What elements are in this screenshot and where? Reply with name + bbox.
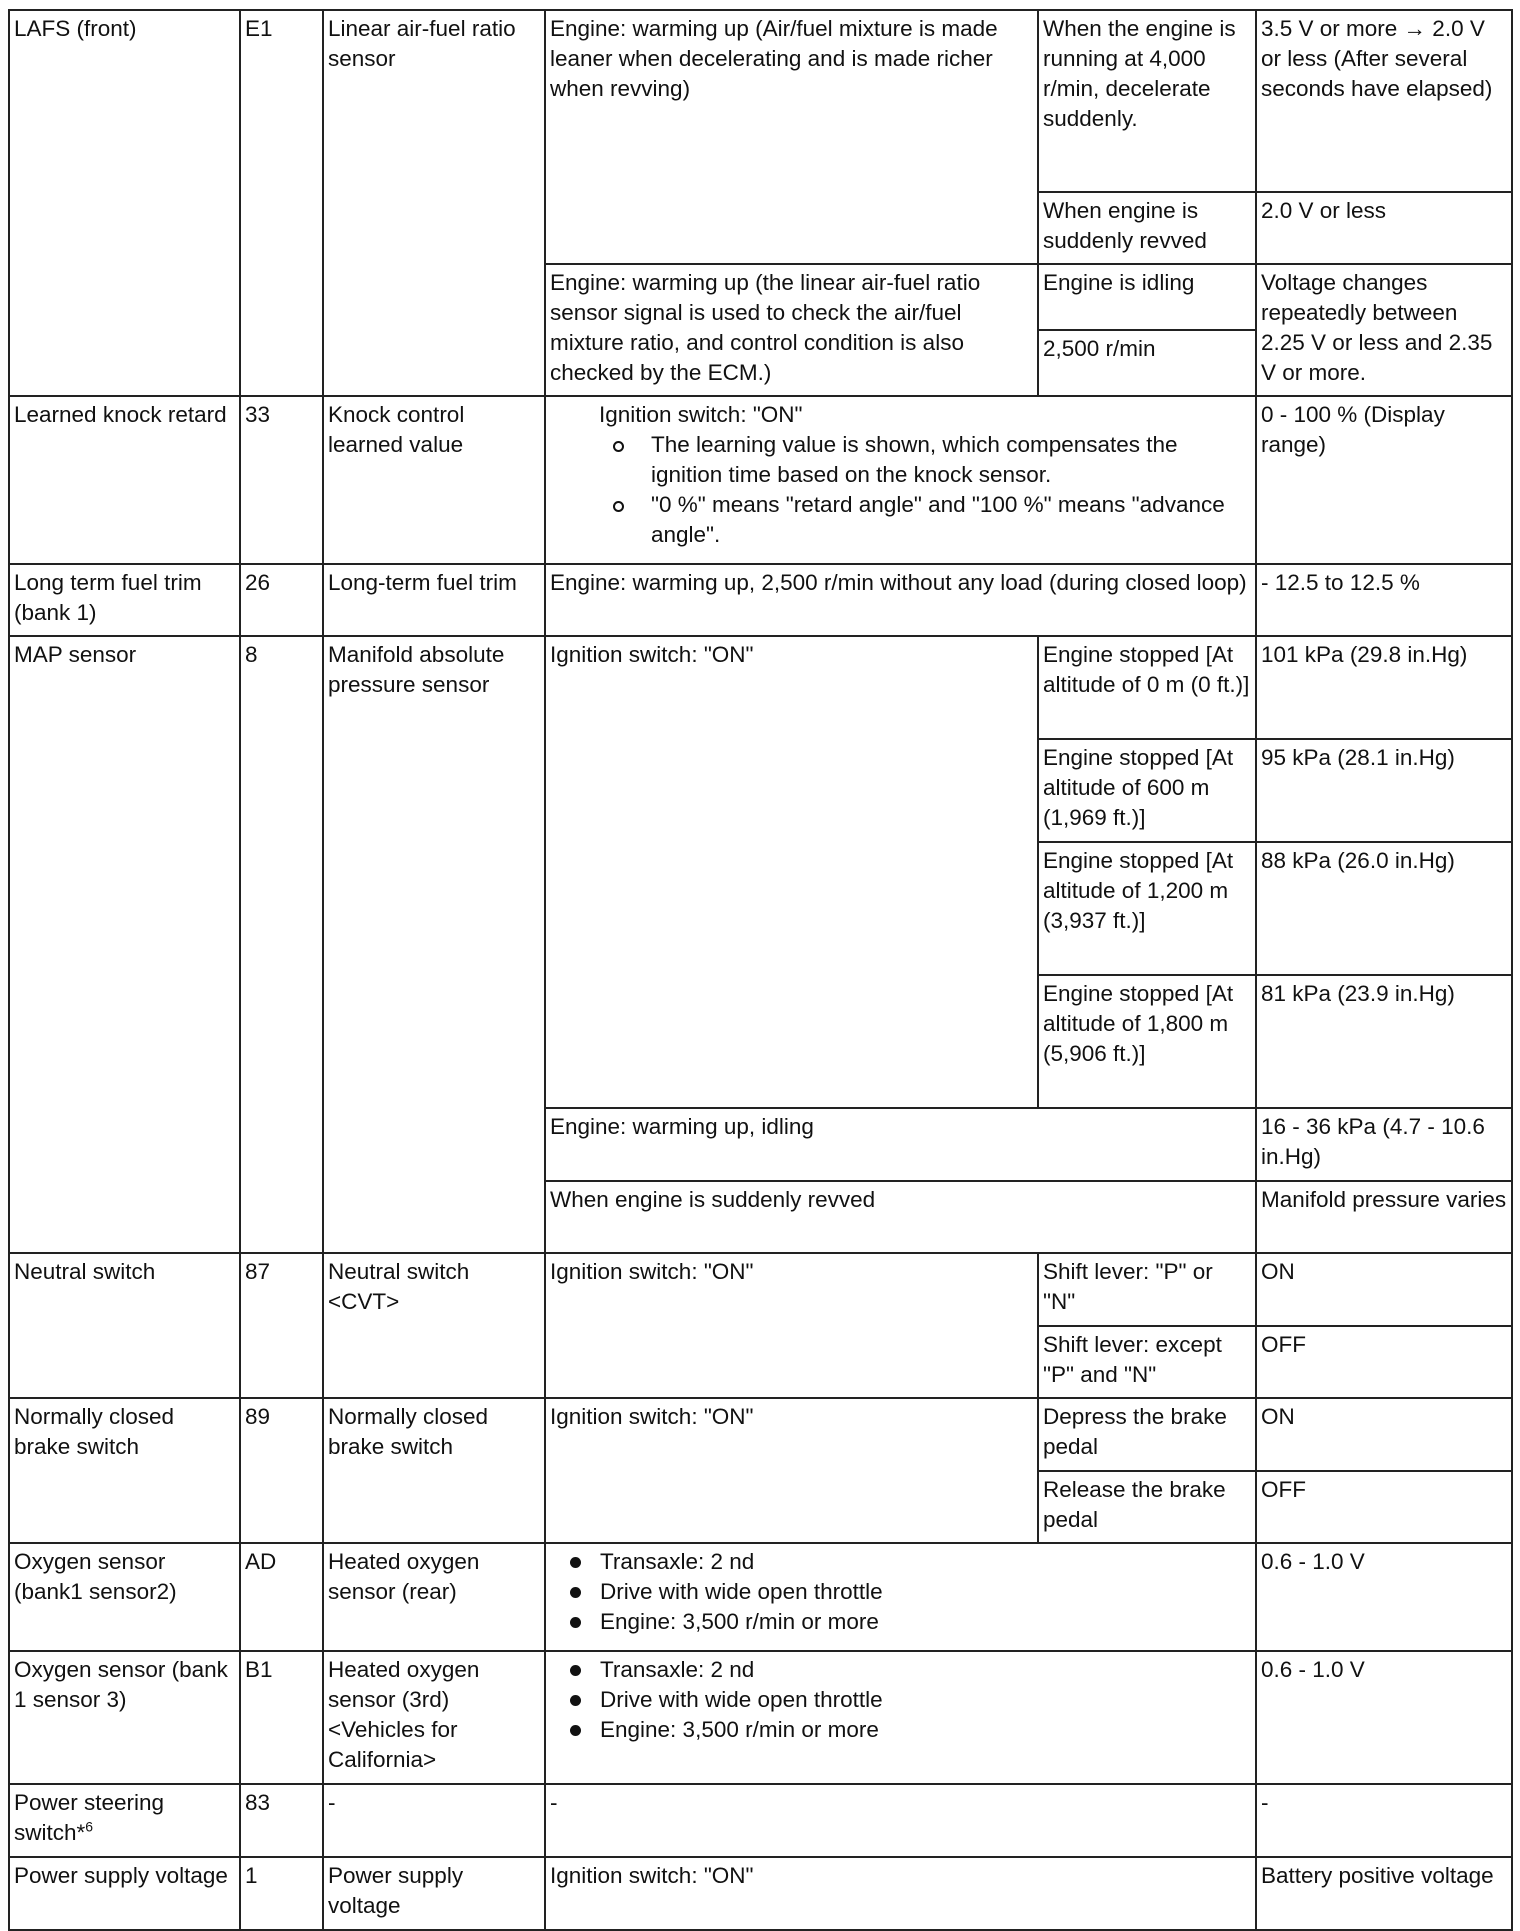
table-row	[9, 636, 1512, 739]
item-number-cell: 87	[240, 1253, 323, 1398]
normal-value-cell: 81 kPa (23.9 in.Hg)	[1256, 975, 1512, 1108]
condition-cell: Engine: warming up (Air/fuel mixture is made leaner when decelerating and is made richer when revving)	[545, 10, 1038, 264]
item-cell: Neutral switch	[9, 1253, 240, 1398]
normal-value-cell: 3.5 V or more → 2.0 V or less (After several seconds have elapsed)	[1256, 10, 1512, 192]
sub-condition-cell: Depress the brake pedal	[1038, 1398, 1256, 1471]
normal-value-cell: Battery positive voltage	[1256, 1857, 1512, 1930]
normal-value-cell: 0 - 100 % (Display range)	[1256, 396, 1512, 564]
normal-value-cell: OFF	[1256, 1471, 1512, 1543]
item-number-cell: B1	[240, 1651, 323, 1784]
condition-cell: Engine: warming up (the linear air-fuel ratio sensor signal is used to check the air/fuel mixture ratio, and control condition is also checked by the ECM.)	[545, 264, 1038, 396]
sub-condition-cell: 2,500 r/min	[1038, 330, 1256, 396]
check-item-cell: Heated oxygen sensor (3rd) <Vehicles for California>	[323, 1651, 545, 1784]
bullet-list	[550, 1547, 1251, 1637]
note-list	[601, 430, 1251, 550]
table-row	[9, 1651, 1512, 1784]
list-item: Engine: 3,500 r/min or more	[550, 1715, 1251, 1745]
diagnostic-data-table	[8, 9, 1513, 1931]
table-row	[9, 564, 1512, 636]
normal-value-cell: -	[1256, 1784, 1512, 1857]
table-row	[9, 396, 1512, 564]
sub-condition-cell: Shift lever: except "P" and "N"	[1038, 1326, 1256, 1398]
item-number-cell: 83	[240, 1784, 323, 1857]
condition-cell: Engine: warming up, idling	[545, 1108, 1256, 1181]
condition-cell: Ignition switch: "ON"	[545, 1253, 1038, 1398]
condition-cell: -	[545, 1784, 1256, 1857]
normal-value-cell: Voltage changes repeatedly between 2.25 V or less and 2.35 V or more.	[1256, 264, 1512, 396]
condition-cell: Ignition switch: "ON"	[545, 636, 1038, 1108]
item-cell: LAFS (front)	[9, 10, 240, 396]
normal-value-cell: - 12.5 to 12.5 %	[1256, 564, 1512, 636]
sub-condition-cell: Release the brake pedal	[1038, 1471, 1256, 1543]
condition-cell	[545, 396, 1256, 564]
normal-value-cell: ON	[1256, 1398, 1512, 1471]
sub-condition-cell: Engine stopped [At altitude of 1,200 m (3,937 ft.)]	[1038, 842, 1256, 975]
item-cell	[9, 1784, 240, 1857]
condition-cell: Ignition switch: "ON"	[545, 1398, 1038, 1543]
normal-value-cell: 88 kPa (26.0 in.Hg)	[1256, 842, 1512, 975]
item-number-cell: 1	[240, 1857, 323, 1930]
list-item: Transaxle: 2 nd	[550, 1655, 1251, 1685]
normal-value-cell: 16 - 36 kPa (4.7 - 10.6 in.Hg)	[1256, 1108, 1512, 1181]
list-item: Drive with wide open throttle	[550, 1577, 1251, 1607]
item-cell: Normally closed brake switch	[9, 1398, 240, 1543]
item-number-cell: 33	[240, 396, 323, 564]
item-cell: Long term fuel trim (bank 1)	[9, 564, 240, 636]
table-row	[9, 1398, 1512, 1471]
bullet-list	[550, 1655, 1251, 1745]
condition-cell	[545, 1651, 1256, 1784]
check-item-cell: Normally closed brake switch	[323, 1398, 545, 1543]
sub-condition-cell: Engine stopped [At altitude of 600 m (1,969 ft.)]	[1038, 739, 1256, 842]
item-cell: MAP sensor	[9, 636, 240, 1253]
check-item-cell: Heated oxygen sensor (rear)	[323, 1543, 545, 1651]
normal-value-cell: 101 kPa (29.8 in.Hg)	[1256, 636, 1512, 739]
sub-condition-cell: Engine is idling	[1038, 264, 1256, 330]
normal-value-cell: Manifold pressure varies	[1256, 1181, 1512, 1253]
item-number-cell: 26	[240, 564, 323, 636]
normal-value-cell: OFF	[1256, 1326, 1512, 1398]
check-item-cell: Power supply voltage	[323, 1857, 545, 1930]
condition-cell	[545, 1543, 1256, 1651]
item-number-cell: 8	[240, 636, 323, 1253]
item-text: Power steering switch*	[14, 1790, 165, 1845]
table-row	[9, 1857, 1512, 1930]
item-cell: Learned knock retard	[9, 396, 240, 564]
table-row	[9, 1543, 1512, 1651]
check-item-cell: Long-term fuel trim	[323, 564, 545, 636]
item-number-cell: AD	[240, 1543, 323, 1651]
sub-condition-cell: Engine stopped [At altitude of 0 m (0 ft.)]	[1038, 636, 1256, 739]
list-item: Transaxle: 2 nd	[550, 1547, 1251, 1577]
condition-cell: When engine is suddenly revved	[545, 1181, 1256, 1253]
condition-cell: Engine: warming up, 2,500 r/min without any load (during closed loop)	[545, 564, 1256, 636]
sub-condition-cell: Shift lever: "P" or "N"	[1038, 1253, 1256, 1326]
normal-value-cell: 95 kPa (28.1 in.Hg)	[1256, 739, 1512, 842]
item-cell: Oxygen sensor (bank 1 sensor 3)	[9, 1651, 240, 1784]
check-item-cell: Neutral switch <CVT>	[323, 1253, 545, 1398]
normal-value-cell: 0.6 - 1.0 V	[1256, 1543, 1512, 1651]
sub-condition-cell: When engine is suddenly revved	[1038, 192, 1256, 264]
table-row	[9, 1253, 1512, 1326]
condition-title: Ignition switch: "ON"	[599, 402, 803, 427]
footnote-mark: 6	[85, 1818, 94, 1835]
table-row	[9, 1784, 1512, 1857]
item-number-cell: 89	[240, 1398, 323, 1543]
list-item: The learning value is shown, which compensates the ignition time based on the knock sensor.	[601, 430, 1251, 490]
table-row	[9, 10, 1512, 192]
item-number-cell: E1	[240, 10, 323, 396]
condition-cell: Ignition switch: "ON"	[545, 1857, 1256, 1930]
check-item-cell: Knock control learned value	[323, 396, 545, 564]
sub-condition-cell: Engine stopped [At altitude of 1,800 m (5,906 ft.)]	[1038, 975, 1256, 1108]
item-cell: Power supply voltage	[9, 1857, 240, 1930]
check-item-cell: -	[323, 1784, 545, 1857]
check-item-cell: Linear air-fuel ratio sensor	[323, 10, 545, 396]
list-item: Engine: 3,500 r/min or more	[550, 1607, 1251, 1637]
normal-value-cell: ON	[1256, 1253, 1512, 1326]
normal-value-cell: 0.6 - 1.0 V	[1256, 1651, 1512, 1784]
item-cell: Oxygen sensor (bank1 sensor2)	[9, 1543, 240, 1651]
normal-value-cell: 2.0 V or less	[1256, 192, 1512, 264]
list-item: "0 %" means "retard angle" and "100 %" means "advance angle".	[601, 490, 1251, 550]
sub-condition-cell: When the engine is running at 4,000 r/min, decelerate suddenly.	[1038, 10, 1256, 192]
list-item: Drive with wide open throttle	[550, 1685, 1251, 1715]
check-item-cell: Manifold absolute pressure sensor	[323, 636, 545, 1253]
